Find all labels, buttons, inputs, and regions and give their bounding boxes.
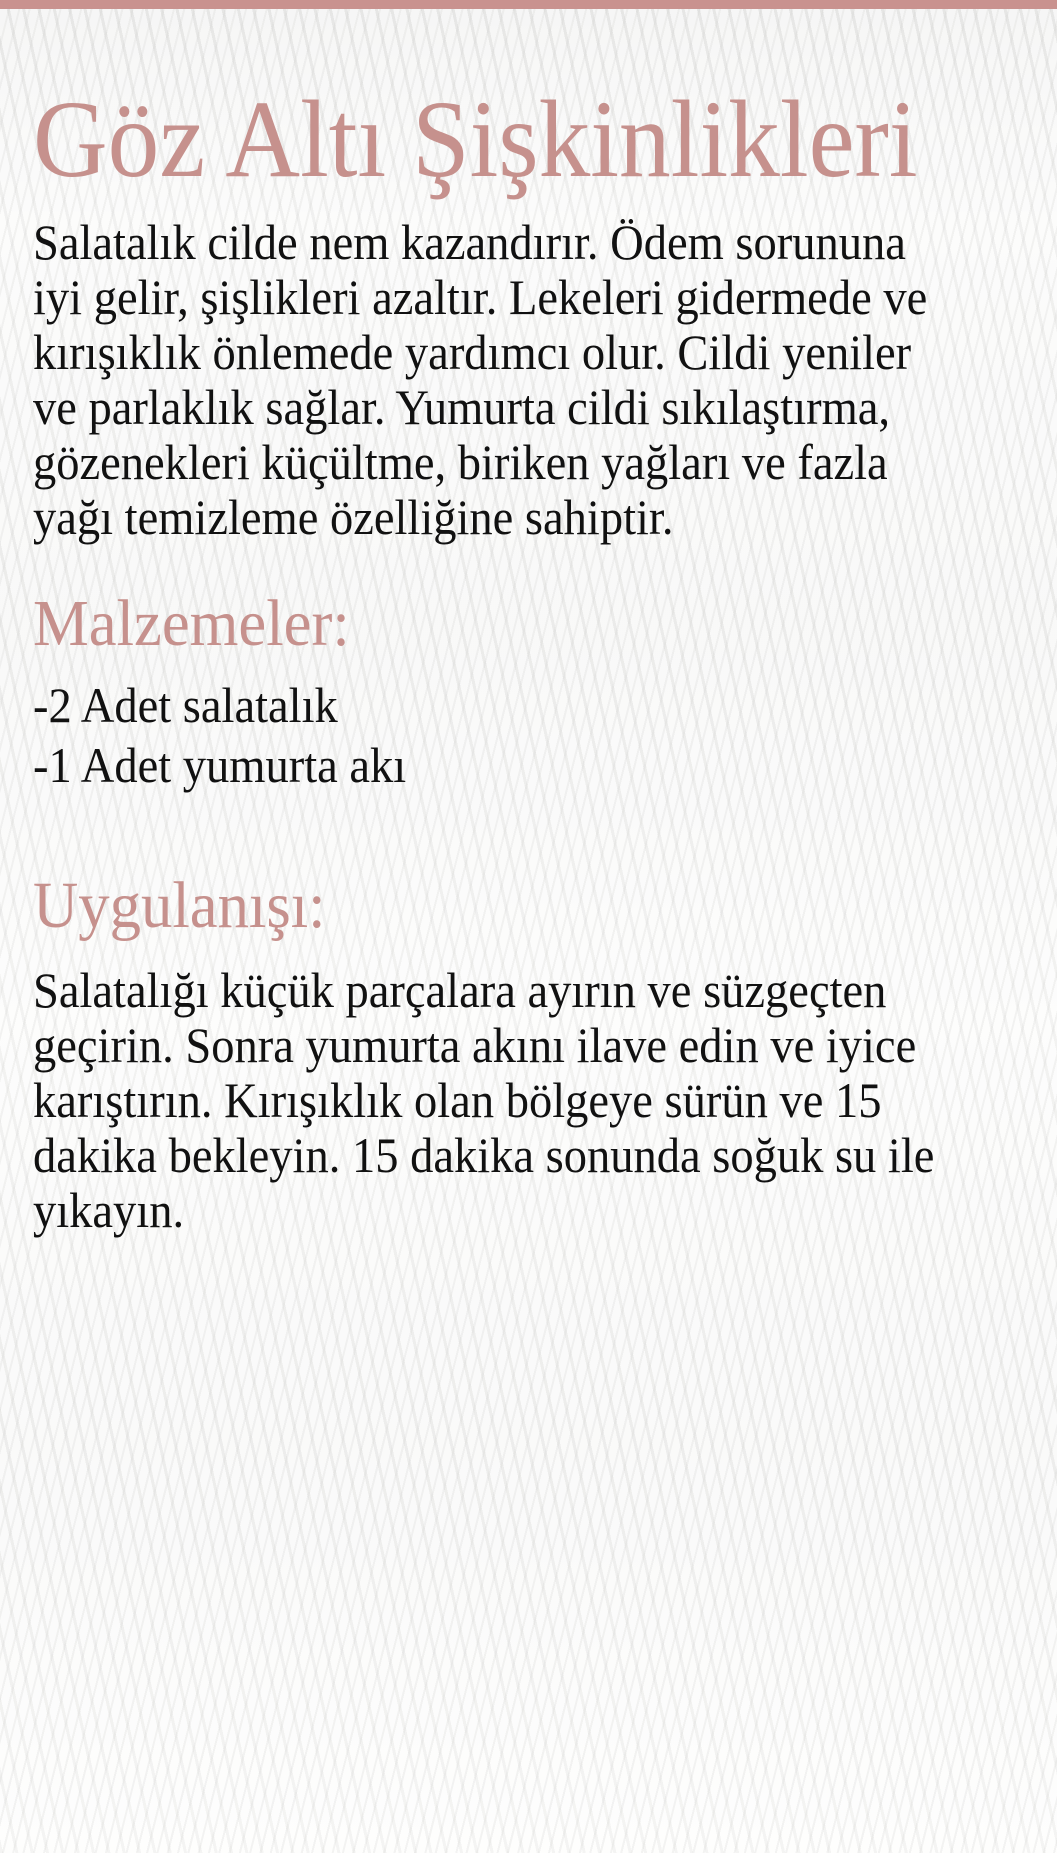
intro-line: gözenekleri küçültme, biriken yağları ve fazla <box>33 434 888 490</box>
application-line: Salatalığı küçük parçalara ayırın ve süzgeçten <box>33 962 887 1018</box>
intro-line: kırışıklık önlemede yardımcı olur. Cildi yeniler <box>33 324 912 380</box>
application-paragraph <box>33 963 1029 1238</box>
application-heading: Uygulanışı: <box>33 869 326 942</box>
intro-line: yağı temizleme özelliğine sahiptir. <box>33 489 674 545</box>
page-title: Göz Altı Şişkinlikleri <box>33 78 918 200</box>
intro-line: iyi gelir, şişlikleri azaltır. Lekeleri gidermede ve <box>33 269 928 325</box>
application-line: dakika bekleyin. 15 dakika sonunda soğuk su ile <box>33 1127 935 1183</box>
application-line: geçirin. Sonra yumurta akını ilave edin ve iyice <box>33 1017 917 1073</box>
intro-line: Salatalık cilde nem kazandırır. Ödem sorununa <box>33 214 906 270</box>
ingredient-item: -2 Adet salatalık <box>33 677 338 733</box>
ingredient-item: -1 Adet yumurta akı <box>33 737 407 793</box>
intro-line: ve parlaklık sağlar. Yumurta cildi sıkılaştırma, <box>33 379 891 435</box>
application-line: yıkayın. <box>33 1182 185 1238</box>
intro-paragraph <box>33 215 1029 545</box>
ingredients-list <box>33 675 1029 795</box>
application-line: karıştırın. Kırışıklık olan bölgeye sürün ve 15 <box>33 1072 882 1128</box>
ingredients-heading: Malzemeler: <box>33 587 350 660</box>
